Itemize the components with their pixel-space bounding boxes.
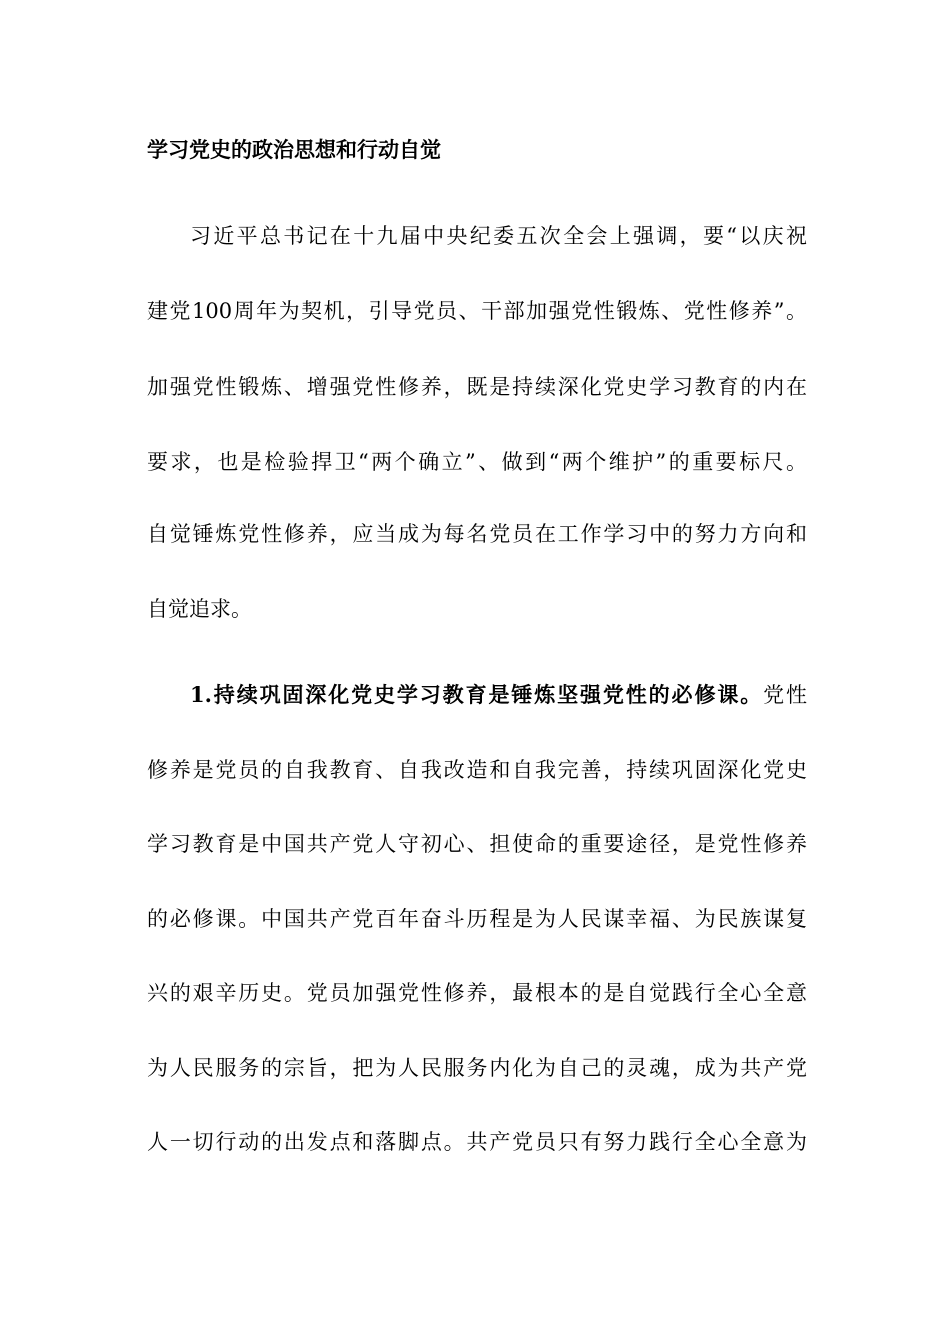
paragraph-2-line-3: 学习教育是中国共产党人守初心、担使命的重要途径，是党性修养 bbox=[147, 832, 807, 856]
paragraph-2-first-line-rest: 党性 bbox=[763, 683, 808, 707]
paragraph-1-line-6: 自觉追求。 bbox=[147, 597, 252, 621]
paragraph-1-line-3: 加强党性锻炼、增强党性修养，既是持续深化党史学习教育的内在 bbox=[147, 375, 807, 399]
paragraph-1-line-1: 习近平总书记在十九届中央纪委五次全会上强调，要“以庆祝 bbox=[190, 224, 807, 248]
paragraph-1-line-4: 要求，也是检验捍卫“两个确立”、做到“两个维护”的重要标尺。 bbox=[147, 450, 807, 474]
paragraph-2-line-5: 兴的艰辛历史。党员加强党性修养，最根本的是自觉践行全心全意 bbox=[147, 981, 807, 1005]
paragraph-1-line-2: 建党100周年为契机，引导党员、干部加强党性锻炼、党性修养”。 bbox=[147, 299, 807, 323]
paragraph-2-line-6: 为人民服务的宗旨，把为人民服务内化为自己的灵魂，成为共产党 bbox=[147, 1056, 807, 1080]
paragraph-2-line-1 bbox=[190, 682, 807, 708]
paragraph-1-line-5: 自觉锤炼党性修养，应当成为每名党员在工作学习中的努力方向和 bbox=[147, 522, 807, 546]
paragraph-2-heading: 1.持续巩固深化党史学习教育是锤炼坚强党性的必修课。 bbox=[190, 682, 764, 707]
document-title: 学习党史的政治思想和行动自觉 bbox=[147, 137, 441, 162]
paragraph-2-line-4: 的必修课。中国共产党百年奋斗历程是为人民谋幸福、为民族谋复 bbox=[147, 907, 807, 931]
paragraph-2-line-7: 人一切行动的出发点和落脚点。共产党员只有努力践行全心全意为 bbox=[147, 1130, 807, 1154]
paragraph-2-line-2: 修养是党员的自我教育、自我改造和自我完善，持续巩固深化党史 bbox=[147, 758, 807, 782]
